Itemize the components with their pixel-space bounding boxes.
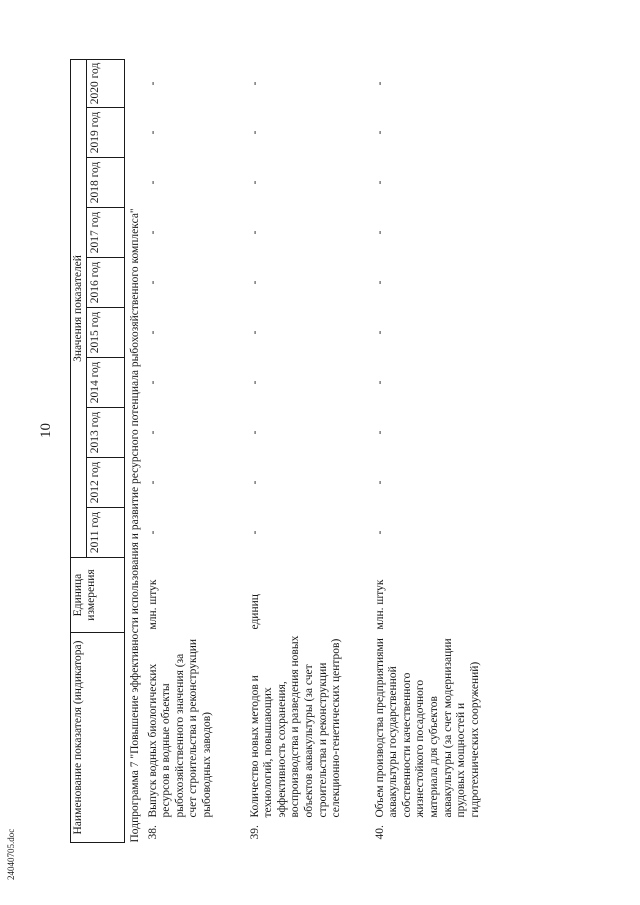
row-indicator-name: Объем производства предприятиями аквакультуры государственной собственности качественного жизнестойкого посадочного материала для субъектов аквакультуры (за счет модернизации прудовых мощностей и гидротехнических сооружений): [373, 638, 481, 818]
header-values-group: Значения показателей: [71, 59, 87, 557]
row-value: -: [373, 380, 386, 385]
row-value: -: [248, 430, 261, 435]
row-value: -: [248, 330, 261, 335]
header-year: 2020 год: [87, 59, 125, 107]
row-number: 39.: [248, 825, 261, 840]
row-value: -: [248, 230, 261, 235]
row-indicator-name: Выпуск водных биологических ресурсов в водные объекты рыбохозяйственного значения (за счет строительства и реконструкции рыбоводных заводов): [146, 638, 214, 818]
row-value: -: [248, 380, 261, 385]
row-value: -: [146, 130, 159, 135]
document-file-code: 24040705.doc: [6, 828, 16, 880]
row-value: -: [248, 180, 261, 185]
table-header: [71, 59, 125, 842]
row-value: -: [248, 530, 261, 535]
header-year: 2013 год: [87, 408, 125, 458]
header-indicator-name: Наименование показателя (индикатора): [71, 633, 125, 843]
row-value: -: [146, 380, 159, 385]
row-value: -: [146, 230, 159, 235]
row-value: -: [373, 81, 386, 86]
row-value: -: [146, 330, 159, 335]
row-unit: млн. штук: [146, 579, 159, 630]
row-value: -: [146, 180, 159, 185]
row-indicator-name: Количество новых методов и технологий, повышающих эффективность сохранения, воспроизводства и разведения новых объектов аквакультуры (за счет строительства и реконструкции селекционно-генетических центров): [248, 635, 343, 818]
indicators-table: [70, 59, 508, 843]
subprogram-title: Подпрограмма 7 "Повышение эффективности использования и развитие ресурсного потенциала рыбохозяйственного комплекса": [129, 208, 142, 843]
header-year: 2012 год: [87, 458, 125, 508]
row-value: -: [248, 480, 261, 485]
row-value: -: [146, 81, 159, 86]
subprogram-row: [125, 59, 146, 842]
row-value: -: [146, 430, 159, 435]
row-value: -: [248, 81, 261, 86]
row-value: -: [373, 480, 386, 485]
header-year: 2018 год: [87, 158, 125, 208]
row-value: -: [373, 430, 386, 435]
row-value: -: [373, 180, 386, 185]
row-value: -: [146, 480, 159, 485]
row-value: -: [146, 280, 159, 285]
row-value: -: [146, 530, 159, 535]
header-unit: Единица измерения: [71, 558, 125, 633]
page-number: 10: [38, 423, 54, 438]
header-year: 2015 год: [87, 308, 125, 358]
row-number: 38.: [146, 825, 159, 840]
row-unit: единиц: [248, 594, 261, 630]
header-year: 2016 год: [87, 258, 125, 308]
row-value: -: [373, 230, 386, 235]
header-year: 2011 год: [87, 508, 125, 558]
row-value: -: [373, 280, 386, 285]
header-year: 2019 год: [87, 108, 125, 158]
row-unit: млн. штук: [373, 579, 386, 630]
row-value: -: [373, 130, 386, 135]
table-row: [248, 59, 373, 842]
header-year: 2017 год: [87, 208, 125, 258]
row-value: -: [373, 530, 386, 535]
row-value: -: [248, 280, 261, 285]
row-value: -: [373, 330, 386, 335]
rotated-table-container: [70, 60, 520, 843]
header-year: 2014 год: [87, 358, 125, 408]
table-row: [146, 59, 248, 842]
table-row: [373, 59, 508, 842]
row-value: -: [248, 130, 261, 135]
row-number: 40.: [373, 825, 386, 840]
